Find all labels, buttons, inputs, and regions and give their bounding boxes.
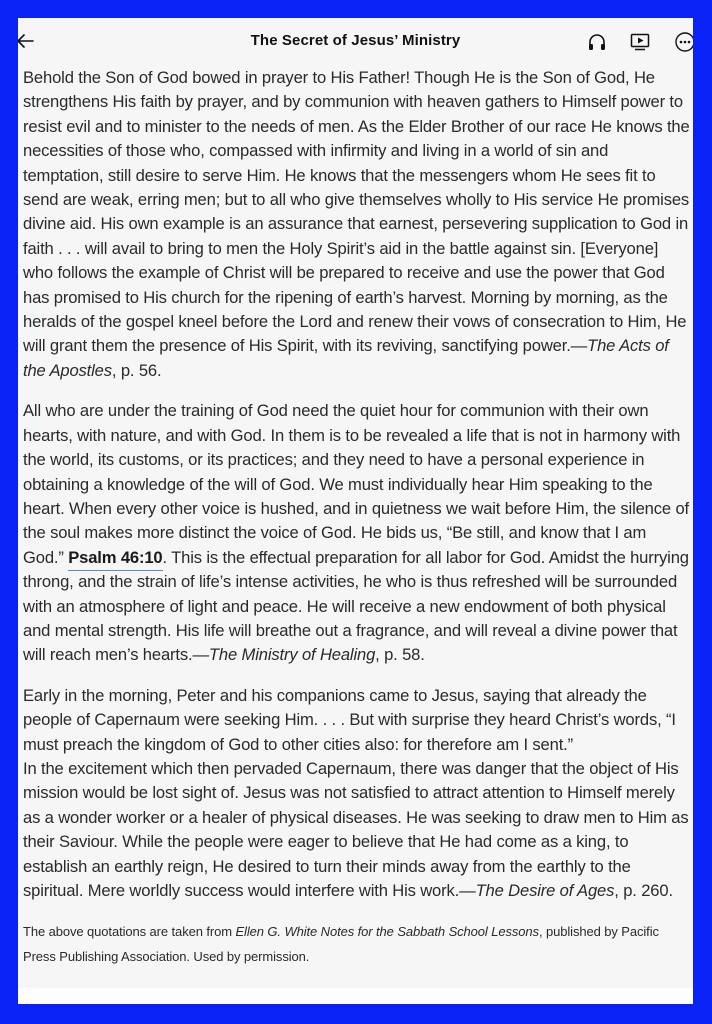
paragraph-3 xyxy=(23,684,691,757)
source-title: The Ministry of Healing xyxy=(208,645,376,665)
reader-panel xyxy=(18,18,693,1004)
paragraph-text: All who are under the training of God need the quiet hour for communion with their own hearts, with nature, and with God. In them is to be revealed a life that is not in harmony with the world, its customs, or its practices; and they need to have a personal experience in obtaining a knowledge of the will of God. We must individually hear Him speaking to the heart. When every other voice is hushed, and in quietness we wait before Him, the silence of the soul makes more distinct the voice of God. He bids us, “Be still, and know that I am God.” xyxy=(23,401,689,567)
paragraph-text: . This is the effectual preparation for all labor for God. Amidst the hurrying throng, and the strain of life’s intense activities, he who is thus refreshed will be surrounded with an atmosphere of light and peace. He will receive a new endowment of both physical and mental strength. His life will breathe out a fragrance, and will reveal a divine power that will reach men’s hearts.— xyxy=(23,547,689,665)
page-title: The Secret of Jesus’ Ministry xyxy=(250,32,461,49)
top-bar xyxy=(18,18,693,66)
source-page: , p. 260. xyxy=(614,881,673,900)
paragraph-4 xyxy=(23,757,691,903)
attribution-footnote xyxy=(23,919,691,969)
scripture-link-psalm-46-10[interactable]: Psalm 46:10 xyxy=(68,548,162,571)
more-options-icon xyxy=(674,31,693,53)
source-page: , p. 58. xyxy=(375,645,425,665)
footnote-book-title: Ellen G. White Notes for the Sabbath School Lessons xyxy=(235,924,539,940)
paragraph-1 xyxy=(23,66,691,383)
paragraph-text: Behold the Son of God bowed in prayer to His Father! Though He is the Son of God, He strengthens His faith by prayer, and by communion with heaven gathers to Himself power to resist evil and to minister to the needs of men. As the Elder Brother of our race He knows the necessities of those who, compassed with infirmity and living in a world of sin and temptation, still desire to serve Him. He knows that the messengers whom He sees fit to send are weak, erring men; but to all who give themselves wholly to His service He promises divine aid. His own example is an assurance that earnest, persevering supplication to God in faith . . . will avail to bring to men the Holy Spirit’s aid in the battle against sin. [Everyone] who follows the example of Christ will be prepared to receive and use the power that God has promised to His church for the ripening of earth’s harvest. Morning by morning, as the heralds of the gospel kneel before the Lord and renew their vows of consecration to Him, He will grant them the presence of His Spirit, with its reviving, sanctifying power.— xyxy=(23,68,690,356)
panel-bottom-edge xyxy=(18,988,693,1004)
source-page: , p. 56. xyxy=(111,360,162,380)
paragraph-2 xyxy=(23,399,691,667)
paragraph-text: In the excitement which then pervaded Capernaum, there was danger that the object of His mission would be lost sight of. Jesus was not satisfied to attract attention to Himself merely as a wonder worker or a healer of physical diseases. He was seeking to draw men to Him as their Saviour. While the people were eager to believe that He had come as a king, to establish an earthly reign, He desired to turn their minds away from the earthly to the spiritual. Mere worldly success would interfere with His work.— xyxy=(23,758,689,900)
lesson-content xyxy=(23,66,691,969)
more-options-button[interactable] xyxy=(674,31,693,53)
footnote-prefix: The above quotations are taken from xyxy=(23,924,236,940)
paragraph-text: Early in the morning, Peter and his companions came to Jesus, saying that already the people of Capernaum were seeking Him. . . . But with surprise they heard Christ’s words, “I must preach the kingdom of God to other cities also: for therefore am I sent.” xyxy=(23,685,676,754)
video-button[interactable] xyxy=(629,31,651,53)
footnote-suffix: , published by Pacific Press Publishing Association. Used by permission. xyxy=(23,924,659,965)
listen-button[interactable] xyxy=(586,31,608,53)
headphones-icon xyxy=(586,31,608,53)
video-play-icon xyxy=(629,31,651,53)
source-title: The Desire of Ages xyxy=(475,881,615,900)
source-title: The Acts of the Apostles xyxy=(23,336,669,380)
